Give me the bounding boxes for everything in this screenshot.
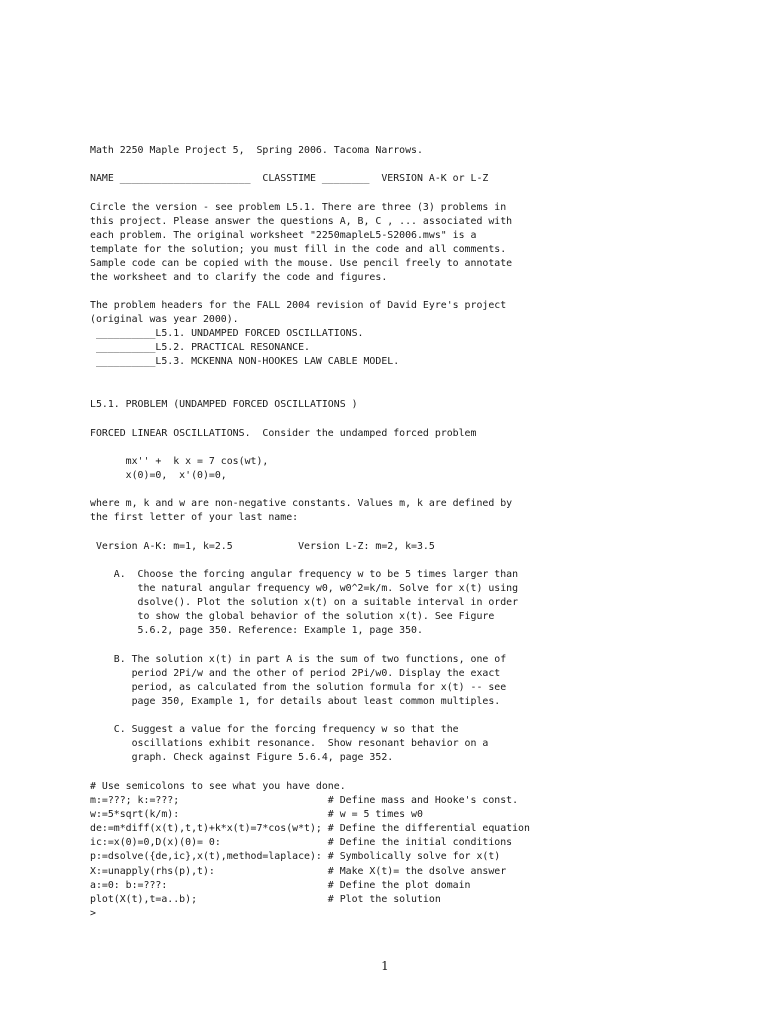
part-c-question: C. Suggest a value for the forcing frequency w so that the oscillations exhibit resonance. Show resonant behavior on a graph. Check against Figure 5.6.4, page 352.: [113, 724, 489, 764]
problem-intro: FORCED LINEAR OSCILLATIONS. Consider the undamped forced problem: [90, 428, 477, 439]
intro-paragraph: Circle the version - see problem L5.1. There are three (3) problems in this project. Please answer the questions A, B, C , ... associated with each problem. The original worksheet "2250mapleL5-S2006.mws" is a template for the solution; you must fill in the code and all comments. Sample code can be copied with the mouse. Use pencil freely to annotate the worksheet and to clarify the code and figures.: [90, 202, 513, 284]
part-b-question: B. The solution x(t) in part A is the sum of two functions, one of period 2Pi/w and the other of period 2Pi/w0. Display the exact period, as calculated from the solution formula for x(t) -- see page 350, Example 1, for details about least common multiples.: [113, 654, 507, 708]
document-title: Math 2250 Maple Project 5, Spring 2006. Tacoma Narrows.: [90, 145, 423, 156]
maple-code-block: # Use semicolons to see what you have done. m:=???; k:=???; # Define mass and Hooke's const. w:=5*sqrt(k/m): # w = 5 times w0 de:=m*diff(x(t),t,t)+k*x(t)=7*cos(w*t); # Define the differential equation ic:=x(0)=0,D(x)(0)= 0: # Define the initial conditions p:=dsolve({de,ic},x(t),method=laplace): # Symbolically solve for x(t) X:=unapply(rhs(p),t): # Make X(t)= the dsolve answer a:=0: b:=???: # Define the plot domain plot(X(t),t=a..b); # Plot the solution >: [90, 781, 530, 919]
problem-checklist: __________L5.1. UNDAMPED FORCED OSCILLATIONS. __________L5.2. PRACTICAL RESONANCE. __________L5.3. MCKENNA NON-HOOKES LAW CABLE MODEL.: [95, 328, 400, 368]
headers-note-paragraph: The problem headers for the FALL 2004 revision of David Eyre's project (original was year 2000).: [90, 300, 507, 326]
page-number: 1: [381, 959, 389, 973]
version-values: Version A-K: m=1, k=2.5 Version L-Z: m=2, k=3.5: [90, 541, 435, 552]
part-a-question: A. Choose the forcing angular frequency w to be 5 times larger than the natural angular frequency w0, w0^2=k/m. Solve for x(t) using dsolve(). Plot the solution x(t) on a suitable interval in order to show the global behavior of the solution x(t). See Figure 5.6.2, page 350. Reference: Example 1, page 350.: [113, 569, 519, 637]
problem-heading: L5.1. PROBLEM (UNDAMPED FORCED OSCILLATIONS ): [90, 399, 358, 410]
constants-note: where m, k and w are non-negative constants. Values m, k are defined by the first letter of your last name:: [90, 498, 513, 524]
name-classtime-version-line: NAME ______________________ CLASSTIME ________ VERSION A-K or L-Z: [90, 173, 489, 184]
differential-equation-block: mx'' + k x = 7 cos(wt), x(0)=0, x'(0)=0,: [125, 456, 269, 482]
